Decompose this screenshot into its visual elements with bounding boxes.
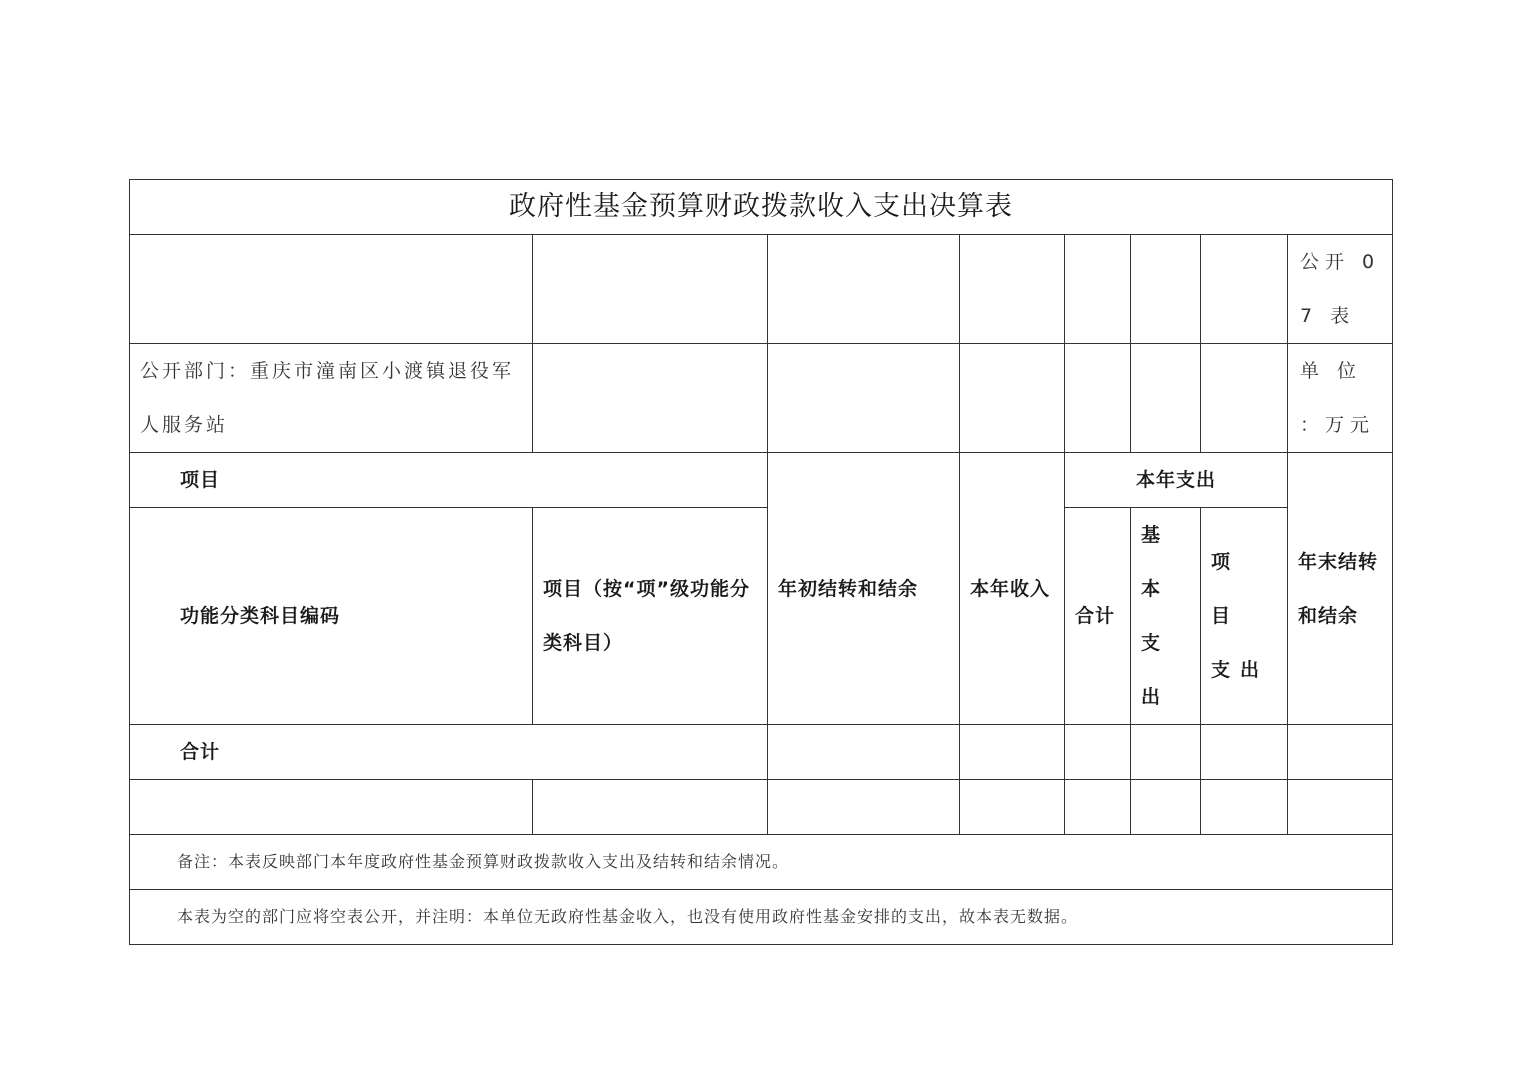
empty-cell [1288,725,1393,780]
document-title: 政府性基金预算财政拨款收入支出决算表 [130,180,1393,235]
empty-cell [1065,235,1131,344]
department-name: 公开部门：重庆市潼南区小渡镇退役军人服务站 [130,344,533,453]
empty-cell [533,235,768,344]
empty-cell [1201,235,1288,344]
empty-cell [960,344,1065,453]
empty-cell [768,235,960,344]
fund-budget-table [129,179,1393,945]
header-project-expenditure: 项 目 支出 [1201,508,1288,725]
header-current-expenditure: 本年支出 [1065,453,1288,508]
empty-cell [1065,780,1131,835]
note-empty-instruction: 本表为空的部门应将空表公开，并注明：本单位无政府性基金收入，也没有使用政府性基金安排的支出，故本表无数据。 [130,890,1393,945]
empty-cell [130,235,533,344]
table-row [130,780,1393,835]
header-project: 项目 [130,453,768,508]
empty-cell [960,780,1065,835]
empty-cell [130,780,533,835]
total-label: 合计 [130,725,768,780]
note-row-2 [130,890,1393,945]
note-row-1 [130,835,1393,890]
department-row [130,344,1393,453]
empty-cell [1131,780,1201,835]
header-subtotal: 合计 [1065,508,1131,725]
header-function-code: 功能分类科目编码 [130,508,533,725]
header-row-1 [130,453,1393,508]
table-number-row [130,235,1393,344]
empty-cell [1131,235,1201,344]
header-row-2 [130,508,1393,725]
empty-cell [1131,725,1201,780]
header-project-by-item: 项目（按“项”级功能分类科目） [533,508,768,725]
table-number: 公开 07 表 [1288,235,1393,344]
empty-cell [1065,344,1131,453]
header-closing-balance: 年末结转和结余 [1288,453,1393,725]
empty-cell [768,780,960,835]
empty-cell [960,725,1065,780]
header-current-income: 本年收入 [960,453,1065,725]
table-row-total [130,725,1393,780]
empty-cell [960,235,1065,344]
empty-cell [1288,780,1393,835]
empty-cell [1131,344,1201,453]
header-basic-expenditure: 基 本 支出 [1131,508,1201,725]
empty-cell [1201,725,1288,780]
empty-cell [768,344,960,453]
note-remark: 备注：本表反映部门本年度政府性基金预算财政拨款收入支出及结转和结余情况。 [130,835,1393,890]
empty-cell [1201,344,1288,453]
empty-cell [533,780,768,835]
empty-cell [1201,780,1288,835]
empty-cell [533,344,768,453]
header-opening-balance: 年初结转和结余 [768,453,960,725]
unit-label: 单 位 ：万元 [1288,344,1393,453]
empty-cell [768,725,960,780]
empty-cell [1065,725,1131,780]
